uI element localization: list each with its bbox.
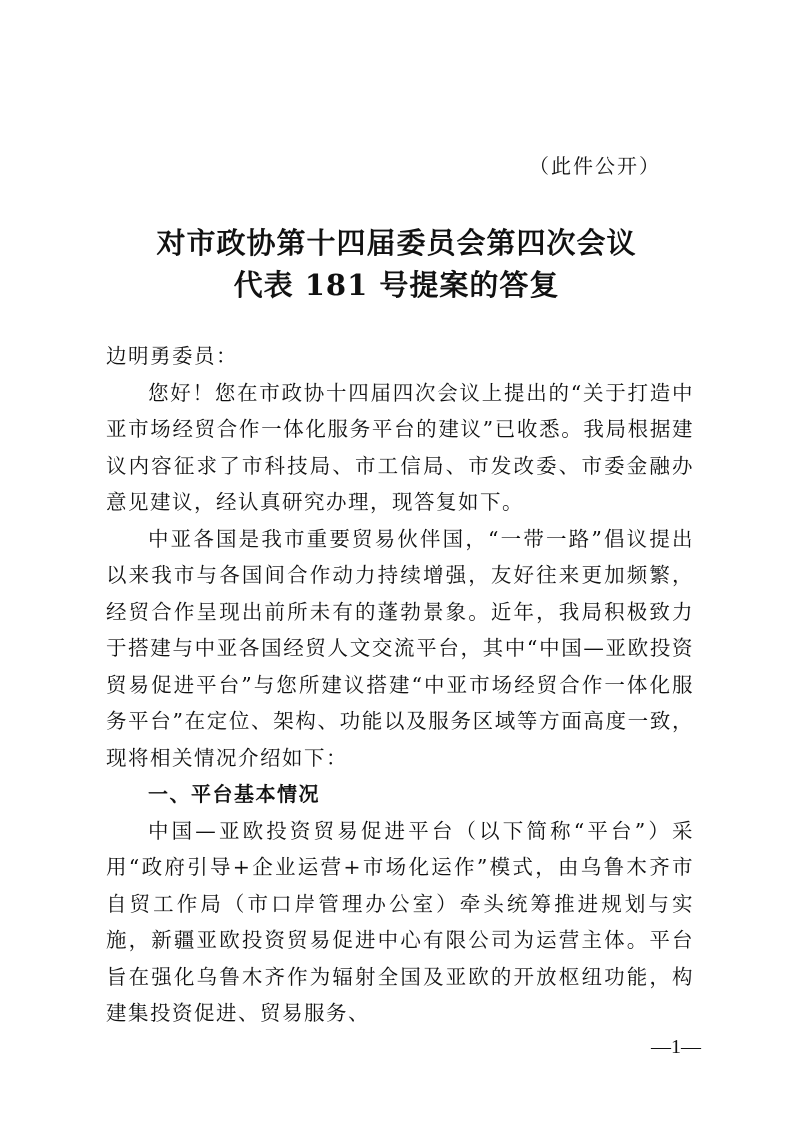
page-number: —1— [651,1036,701,1058]
document-body [106,338,694,1032]
paragraph-background: 中亚各国是我市重要贸易伙伴国，“一带一路”倡议提出以来我市与各国间合作动力持续增强，友好往来更加频繁，经贸合作呈现出前所未有的蓬勃景象。近年，我局积极致力于搭建与中亚各国经贸人文交流平台，其中“中国—亚欧投资贸易促进平台”与您所建议搭建“中亚市场经贸合作一体化服务平台”在定位、架构、功能以及服务区域等方面高度一致，现将相关情况介绍如下： [106,526,694,770]
title-line-1: 对市政协第十四届委员会第四次会议 [156,226,637,260]
salutation: 边明勇委员： [106,344,238,368]
section-heading: 一、平台基本情况 [148,782,320,806]
paragraph-greeting: 您好！您在市政协十四届四次会议上提出的“关于打造中亚市场经贸合作一体化服务平台的建议”已收悉。我局根据建议内容征求了市科技局、市工信局、市发改委、市委金融办意见建议，经认真研究办理，现答复如下。 [106,380,694,514]
document-title [0,222,793,306]
paragraph-platform: 中国—亚欧投资贸易促进平台（以下简称“平台”）采用“政府引导+企业运营+市场化运作”模式，由乌鲁木齐市自贸工作局（市口岸管理办公室）牵头统筹推进规划与实施，新疆亚欧投资贸易促进中心有限公司为运营主体。平台旨在强化乌鲁木齐作为辐射全国及亚欧的开放枢纽功能，构建集投资促进、贸易服务、 [106,818,694,1025]
title-line-2: 代表 181 号提案的答复 [233,268,560,302]
disclosure-note: （此件公开） [529,154,661,178]
